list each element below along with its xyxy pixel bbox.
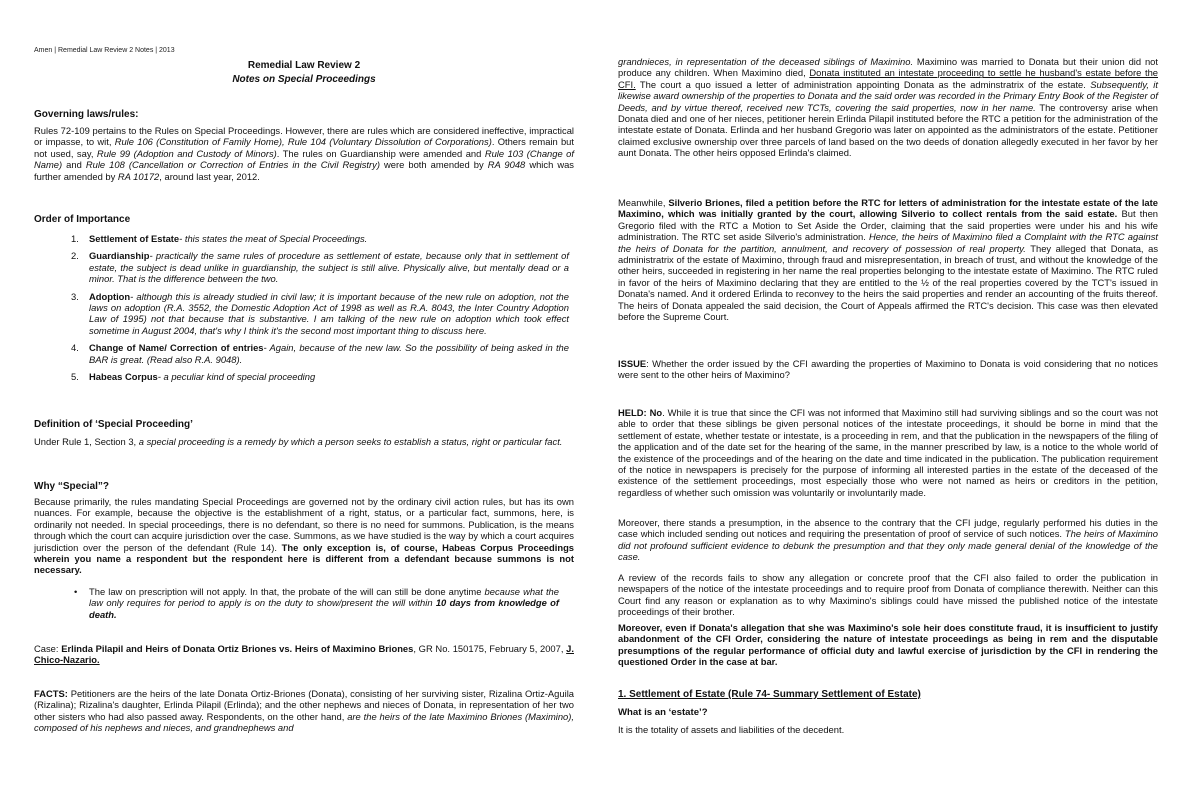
governing-paragraph [34, 125, 574, 182]
why-bullet-list [34, 586, 574, 620]
text-run: The only exception is, of course, Habeas Corpus Proceedings wherein you name a respondent but the respondent here is different from a defendant because summons is not necessary. [34, 541, 575, 576]
text-run: Hence, the heirs of Maximino filed a Complaint with the RTC against the heirs of Donata for the partition, annulment, and recovery of possession of real property. [618, 231, 1158, 254]
text-run: The heirs of Maximino did not profound sufficient evidence to debunk the presumption and that they only made general denial of the knowledge of the case. [618, 528, 1158, 563]
text-run: FACTS: [34, 688, 68, 699]
text-run: are the heirs of the late Maximino Briones (Maximino), composed of his nephews and nieces, and grandnephews and [34, 710, 574, 734]
text-run: and [62, 159, 86, 171]
text-run: A review of the records fails to show any allegation or concrete proof that the CFI also failed to order the publication in newspapers of the notice of the intestate proceedings and to require proof from Donata of compliance therewith. Neither can this Court find any reason or explanation as to why Maximino's siblings could have missed the published notice of the intestate proceedings of their brother. [618, 572, 1158, 618]
settlement-answer: It is the totality of assets and liabilities of the decedent. [618, 724, 845, 735]
importance-item: 2. Guardianship- practically the same rules of procedure as settlement of estate, because only that in settlement of estate, the subject is dead unlike in guardianship, the subject is still alive. Physically alive, but mentally dead or a minor. That is the difference between the two. [71, 250, 569, 285]
text-run: Under Rule 1, Section 3, [34, 436, 139, 447]
text-run: Petitioners are the heirs of the late Donata Ortiz-Briones (Donata), consisting of her surviving sister, Rizalina Ortiz-Aguila (Rizalina); Rizalina's daughter, Erlinda Pilapil (Erlinda); and the other nephews and nieces of Donata, in representation of her two other sisters who had also passed away. Respondents, on the other hand, [34, 688, 574, 722]
text-run: . Others remain but not used, say, [34, 136, 574, 159]
text-run: ISSUE [618, 358, 647, 369]
text-run: Maximino was married to Donata but their union did not produce any children. When Maximino died, [618, 56, 1158, 79]
page-subtitle: Notes on Special Proceedings [232, 74, 376, 85]
presumption-paragraph [618, 517, 1158, 563]
text-run: Subsequently, it likewise award ownership of the properties to Donata and the said order was recorded in the Primary Entry Book of the Register of Deeds, and by virtue thereof, received new TCTs, covering the said properties, now in her name. [618, 78, 1158, 113]
text-run: . While it is true that since the CFI was not informed that Maximino still had surviving siblings and so the court was not able to order that these siblings be given personal notices of the intestate proceedings, it should be borne in mind that the settlement of estate, whether testate or intestate, is a proceeding in rem, and that the publication in the newspapers of the filing of the application and of the date set for the hearing of the same, in the manner prescribed by law, is a notice to the whole world of the existence of the proceedings and of the hearing on the date and time indicated in the publication. The publication requirement of the notice in newspapers is precisely for the purpose of informing all interested parties in the estate of the deceased of the existence of the settlement proceedings, most especially those who were not named as heirs or creditors in the petition, regardless of whether such omission was voluntarily or involuntarily made. [618, 407, 1159, 498]
text-run: . The rules on Guardianship were amended and [276, 147, 485, 159]
text-run: Rule 108 (Cancellation or Correction of Entries in the Civil Registry) [85, 159, 380, 171]
importance-item: 3. Adoption- although this is already studied in civil law; it is important because of the new rule on adoption, not the laws on adoption (R.A. 3552, the Domestic Adoption Act of 1998 as well as R.A. 8043, the Inter Country Adoption Law of 1995) not that because that is substantive. I am talking of the new rule on adoption which took effect sometime in August 2004, that's why I think it's the second most important thing to discuss here. [71, 290, 569, 336]
text-run: Rules 72-109 pertains to the Rules on Special Proceedings. However, there are rules which are considered ineffective, impractical or impasse, to wit, [34, 125, 574, 148]
running-header: Amen | Remedial Law Review 2 Notes | 2013 [34, 47, 175, 54]
importance-heading: Order of Importance [34, 214, 131, 225]
review-paragraph [618, 572, 1158, 618]
text-run: Rule 99 (Adoption and Custody of Minors) [96, 147, 277, 159]
text-run: because what the law only requires for period to apply is on the duty to show/present the will within [89, 586, 559, 609]
definition-heading: Definition of ‘Special Proceeding’ [34, 419, 193, 430]
text-run: Erlinda Pilapil and Heirs of Donata Ortiz Briones vs. Heirs of Maximino Briones [61, 643, 414, 654]
text-run: RA 9048 [487, 159, 526, 171]
text-run: Silverio Briones, filed a petition before the RTC for letters of administration for the intestate estate of the late Maximino, which was initially granted by the court, allowing Silverio to collect rentals from the said estate. [618, 197, 1158, 220]
text-run: a special proceeding is a remedy by which a person seeks to establish a status, right or particular fact. [138, 436, 563, 447]
text-run: grandnieces, in representation of the deceased siblings of Maximino. [618, 56, 914, 67]
text-run: which was further amended by [34, 159, 574, 182]
text-run: Moreover, there stands a presumption, in the absence to the contrary that the CFI judge, regularly performed his duties in the case which included sending out notices and requiring the presentation of proof of service of such notices. [618, 517, 1158, 540]
text-run: RA 10172 [117, 170, 160, 182]
issue-paragraph [618, 358, 1158, 381]
right-column [618, 0, 1158, 785]
settlement-question: What is an ‘estate’? [618, 707, 708, 718]
list-item [34, 586, 559, 620]
page-title: Remedial Law Review 2 [247, 60, 361, 71]
case-citation [34, 643, 574, 666]
importance-item: 1. Settlement of Estate- this states the meat of Special Proceedings. [71, 233, 368, 244]
text-run: Rule 103 (Change of Name) [34, 147, 574, 171]
text-run: The controversy arise when Donata died and one of her nieces, petitioner herein Erlinda Pilapil instituted before the RTC a petition for the administration of the intestate estate of Donata. Erlinda and her husband Gregorio was later on appointed as the administrators of the estate. Petitioner claimed exclusive ownership over three parcels of land based on the two deeds of donation allegedly executed in her favor by her aunt Donata. The other heirs opposed Erlinda's claimed. [618, 101, 1158, 159]
text-run: Moreover, even if Donata's allegation that she was Maximino's sole heir does constitute fraud, it is insufficient to justify abandonment of the CFI Order, considering the nature of intestate proceedings as being in rem and the disputable presumptions of the regular performance of official duty and lawful exercise of jurisdiction by the CFI in rendering the questioned Order in the case at bar. [618, 622, 1158, 668]
meanwhile-paragraph [618, 197, 1158, 322]
text-run: , around last year, 2012. [159, 170, 260, 182]
fraud-paragraph [618, 622, 1158, 668]
settlement-heading: 1. Settlement of Estate (Rule 74- Summary Settlement of Estate) [618, 689, 921, 700]
text-run: Because primarily, the rules mandating Special Proceedings are governed not by the ordinary civil action rules, but has its own nuances. For example, because the objective is the establishment of a right, status, or a particular fact, summons, here, is ordinarily not needed. In special proceedings, there is no defendant, so there is no need for summons. Publication, is the means through which the court can acquire jurisdiction over the case. Summons, as we have studied is the way by which a court acquires jurisdiction over the person of the defendant (Rule 14). [34, 496, 574, 553]
text-run: Donata instituted an intestate proceeding to settle he husband's estate before the CFI. [618, 67, 1158, 90]
why-paragraph [34, 496, 574, 576]
text-run: J. Chico-Nazario. [34, 643, 574, 666]
text-run: HELD: No [618, 407, 663, 418]
why-heading: Why “Special”? [34, 481, 110, 492]
text-run: Meanwhile, [618, 197, 669, 208]
text-run: : Whether the order issued by the CFI awarding the properties of Maximino to Donata is void considering that no notices were sent to the other heirs of Maximino? [618, 358, 1158, 381]
text-run: The law on prescription will not apply. In that, the probate of the will can still be done anytime [89, 586, 485, 597]
bullet-icon: • [74, 586, 78, 597]
text-run: But then Gregorio filed with the RTC a Motion to Set Aside the Order, claiming that the said properties were under his and his wife administration. The RTC set aside Silverio's administration. [618, 208, 1159, 243]
facts-paragraph [34, 688, 574, 734]
text-run: 10 days from knowledge of death. [89, 597, 559, 620]
definition-paragraph [34, 436, 574, 447]
text-run: , GR No. 150175, February 5, 2007, [413, 643, 567, 654]
text-run: They alleged that Donata, as administratrix of the estate of Maximino, through fraud and misrepresentation, in breach of trust, and without the knowledge of the other heirs, succeeded in registering in her name the real properties belonging to the intestate estate of Maximino. The RTC ruled in favor of the heirs of Maximino declaring that they are entitled to the ½ of the real properties covered by the TCT's issued in Donata's named. And it ordered Erlinda to reconvey to the heirs the said properties and render an accounting of the fruits thereof. The heirs of Donata appealed the said decision, the Court of Appeals affirmed the RTC's decision. This case was then elevated before the Supreme Court. [618, 242, 1159, 323]
text-run: were both amended by [379, 159, 488, 171]
left-column [34, 0, 574, 785]
text-run: The court a quo issued a letter of administration appointing Donata as the adminstratrix of the estate. [635, 78, 1091, 90]
held-paragraph [618, 407, 1158, 498]
text-run: Case: [34, 643, 62, 654]
importance-list [34, 233, 574, 382]
governing-heading: Governing laws/rules: [34, 109, 139, 120]
importance-item: 5. Habeas Corpus- a peculiar kind of special proceeding [71, 371, 316, 383]
text-run: Rule 106 (Constitution of Family Home), Rule 104 (Voluntary Dissolution of Corporations) [114, 136, 492, 148]
importance-item: 4. Change of Name/ Correction of entries- Again, because of the new law. So the possibility of being asked in the BAR is great. (Read also R.A. 9048). [71, 342, 569, 365]
facts-continuation [618, 56, 1158, 159]
